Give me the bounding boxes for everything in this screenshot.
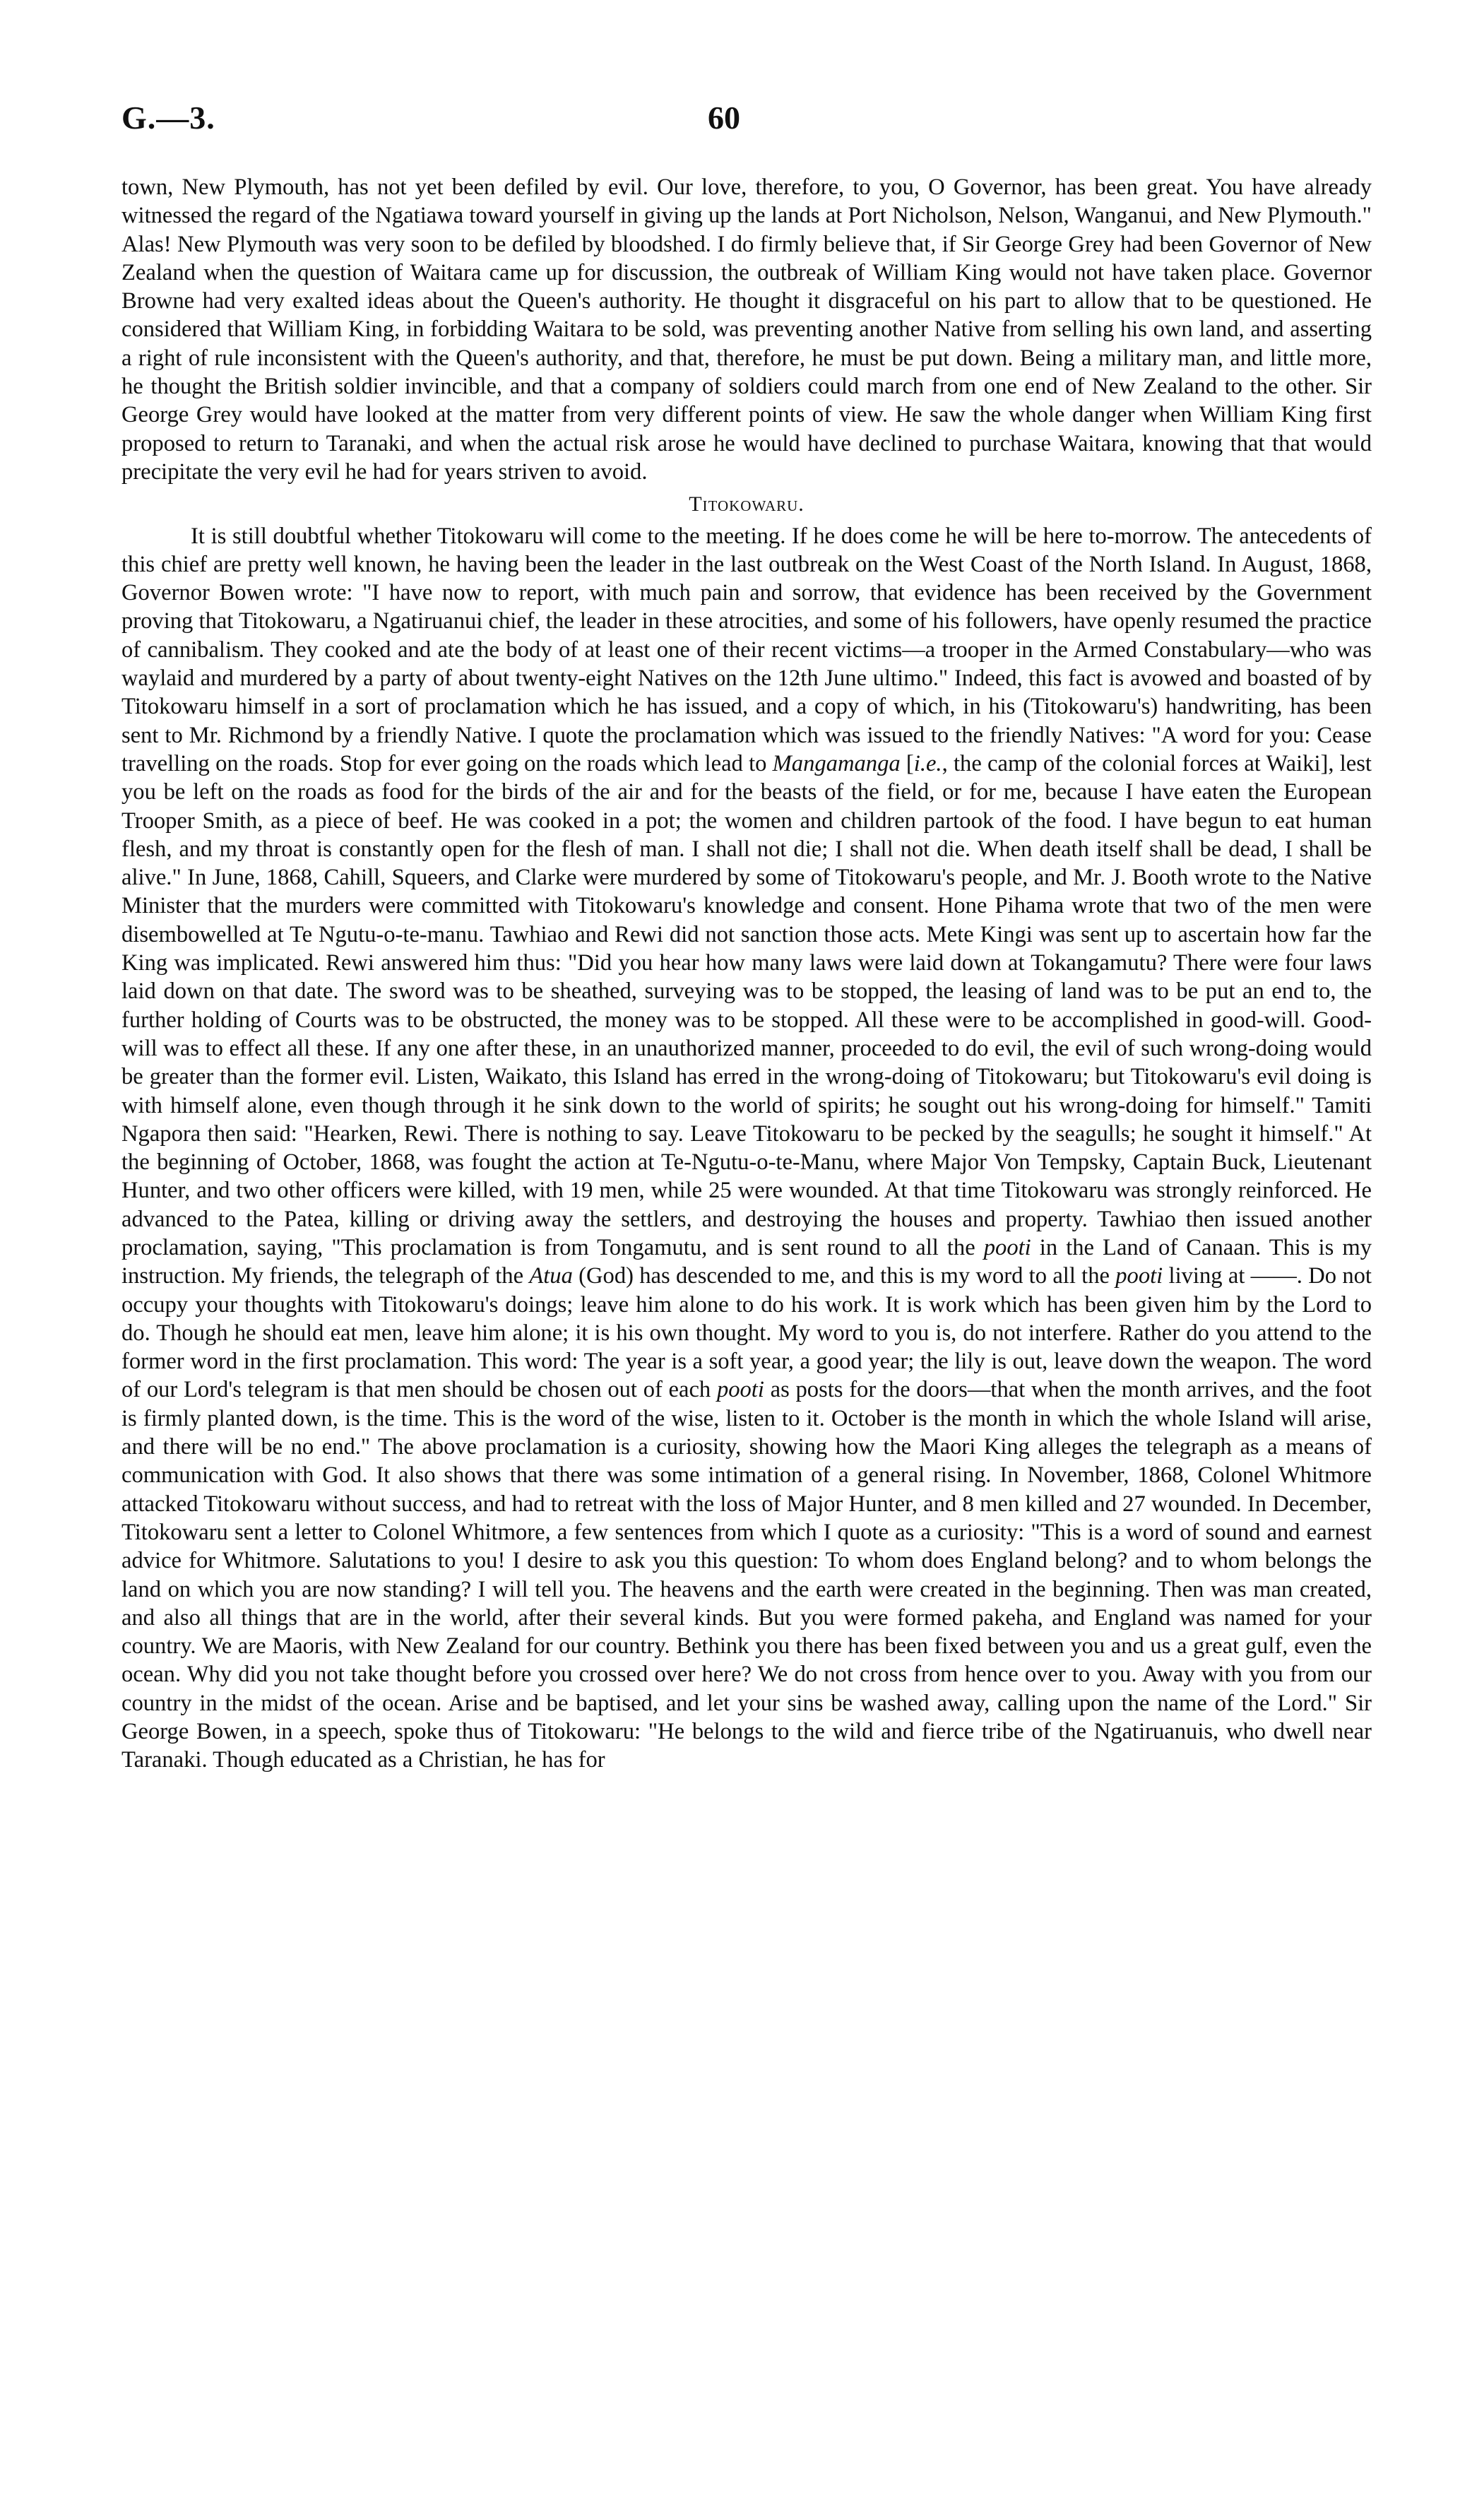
italic-term: i.e. <box>913 750 942 776</box>
body-text <box>121 173 1372 1775</box>
text-run: as posts for the doors—that when the month arrives, and the foot is firmly planted down, is the time. This is the word of the wise, listen to it. October is the month in which the whole Island will arise, and there will be no end." The above proclamation is a curiosity, showing how the Maori King alleges the telegraph as a means of communication with God. It also shows that there was some intimation of a general rising. In November, 1868, Colonel Whitmore attacked Titokowaru without success, and had to retreat with the loss of Major Hunter, and 8 men killed and 27 wounded. In December, Titokowaru sent a letter to Colonel Whitmore, a few sentences from which I quote as a curiosity: "This is a word of sound and earnest advice for Whitmore. Salutations to you! I desire to ask you this question: To whom does England belong? and to whom belongs the land on which you are now standing? I will tell you. The heavens and the earth were created in the beginning. Then was man created, and also all things that are in the world, after their several kinds. But you were formed pakeha, and England was named for your country. We are Maoris, with New Zealand for our country. Bethink you there has been fixed between you and us a great gulf, even the ocean. Why did you not take thought before you crossed over here? We do not cross from hence over to you. Away with you from our country in the midst of the ocean. Arise and be baptised, and let your sins be washed away, calling upon the name of the Lord." Sir George Bowen, in a speech, spoke thus of Titokowaru: "He belongs to the wild and fierce tribe of the Ngatiruanuis, who dwell near Taranaki. Though educated as a Christian, he has for <box>121 1377 1372 1773</box>
italic-term: pooti <box>1115 1263 1163 1289</box>
text-run: It is still doubtful whether Titokowaru will come to the meeting. If he does come he will be here to-morrow. The antecedents of this chief are pretty well known, he having been the leader in the last outbreak on the West Coast of the North Island. In August, 1868, Governor Bowen wrote: "I have now to report, with much pain and sorrow, that evidence has been received by the Government proving that Titokowaru, a Ngatiruanui chief, the leader in these atrocities, and some of his followers, have openly resumed the practice of cannibalism. They cooked and ate the body of at least one of their recent victims—a trooper in the Armed Constabulary—who was waylaid and murdered by a party of about twenty-eight Natives on the 12th June ultimo." Indeed, this fact is avowed and boasted of by Titokowaru himself in a sort of proclamation which he has issued, and a copy of which, in his (Titokowaru's) handwriting, has been sent to Mr. Richmond by a friendly Native. I quote the proclamation which was issued to the friendly Natives: "A word for you: Cease travelling on the roads. Stop for ever going on the roads which lead to <box>121 523 1372 776</box>
text-run: [ <box>900 750 914 776</box>
italic-term: pooti <box>716 1377 764 1403</box>
paragraph-continued: town, New Plymouth, has not yet been defiled by evil. Our love, therefore, to you, O Governor, has been great. You have already witnessed the regard of the Ngatiawa toward yourself in giving up the lands at Port Nicholson, Nelson, Wanganui, and New Plymouth." Alas! New Plymouth was very soon to be defiled by bloodshed. I do firmly believe that, if Sir George Grey had been Governor of New Zealand when the question of Waitara came up for discussion, the outbreak of William King would not have taken place. Governor Browne had very exalted ideas about the Queen's authority. He thought it disgraceful on his part to allow that to be questioned. He considered that William King, in forbidding Waitara to be sold, was preventing another Native from selling his own land, and asserting a right of rule inconsistent with the Queen's authority, and that, therefore, he must be put down. Being a military man, and little more, he thought the British soldier invincible, and that a company of soldiers could march from one end of New Zealand to the other. Sir George Grey would have looked at the matter from very different points of view. He saw the whole danger when William King first proposed to return to Taranaki, and when the actual risk arose he would have declined to purchase Waitara, knowing that that would precipitate the very evil he had for years striven to avoid. <box>121 174 1372 485</box>
paragraph-titokowaru <box>121 522 1372 1775</box>
italic-term: Atua <box>529 1263 573 1289</box>
page-number: 60 <box>708 100 740 136</box>
italic-term: pooti <box>983 1234 1031 1260</box>
text-run: living at ——. Do not occupy your thoughts with Titokowaru's doings; leave him alone to do his work. It is work which has been given him by the Lord to do. Though he should eat men, leave him alone; it is his own thought. My word to you is, do not interfere. Rather do you attend to the former word in the first proclamation. This word: The year is a soft year, a good year; the lily is out, leave down the weapon. The word of our Lord's telegram is that men should be chosen out of each <box>121 1263 1372 1403</box>
page-header <box>121 99 1372 148</box>
paper-reference: G.—3. <box>121 100 215 136</box>
text-run: (God) has descended to me, and this is my word to all the <box>572 1263 1116 1289</box>
text-run: in the Land of Canaan. This is my instruction. My friends, the telegraph of the <box>121 1234 1372 1289</box>
italic-term: Mangamanga <box>772 750 901 776</box>
text-run: , the camp of the colonial forces at Waiki], lest you be left on the roads as food for the birds of the air and for the beasts of the field, or for me, because I have eaten the European Trooper Smith, as a piece of beef. He was cooked in a pot; the women and children partook of the food. I have begun to eat human flesh, and my throat is constantly open for the flesh of man. I shall not die; I shall not die. When death itself shall be dead, I shall be alive." In June, 1868, Cahill, Squeers, and Clarke were murdered by some of Titokowaru's people, and Mr. J. Booth wrote to the Native Minister that the murders were committed with Titokowaru's knowledge and consent. Hone Pihama wrote that two of the men were disembowelled at Te Ngutu-o-te-manu. Tawhiao and Rewi did not sanction those acts. Mete Kingi was sent up to ascertain how far the King was implicated. Rewi answered him thus: "Did you hear how many laws were laid down at Tokangamutu? There were four laws laid down on that date. The sword was to be sheathed, surveying was to be stopped, the leasing of land was to be put an end to, the further holding of Courts was to be obstructed, the money was to be stopped. All these were to be accomplished in good-will. Good-will was to effect all these. If any one after these, in an unauthorized manner, proceeded to do evil, the evil of such wrong-doing would be greater than the former evil. Listen, Waikato, this Island has erred in the wrong-doing of Titokowaru; but Titokowaru's evil doing is with himself alone, even though through it he sink down to the world of spirits; he sought out his wrong-doing for himself." Tamiti Ngapora then said: "Hearken, Rewi. There is nothing to say. Leave Titokowaru to be pecked by the seagulls; he sought it himself." At the beginning of October, 1868, was fought the action at Te-Ngutu-o-te-Manu, where Major Von Tempsky, Captain Buck, Lieutenant Hunter, and two other officers were killed, with 19 men, while 25 were wounded. At that time Titokowaru was strongly reinforced. He advanced to the Patea, killing or driving away the settlers, and destroying the houses and property. Tawhiao then issued another proclamation, saying, "This proclamation is from Tongamutu, and is sent round to all the <box>121 750 1372 1260</box>
section-heading-titokowaru: Titokowaru. <box>689 492 805 516</box>
